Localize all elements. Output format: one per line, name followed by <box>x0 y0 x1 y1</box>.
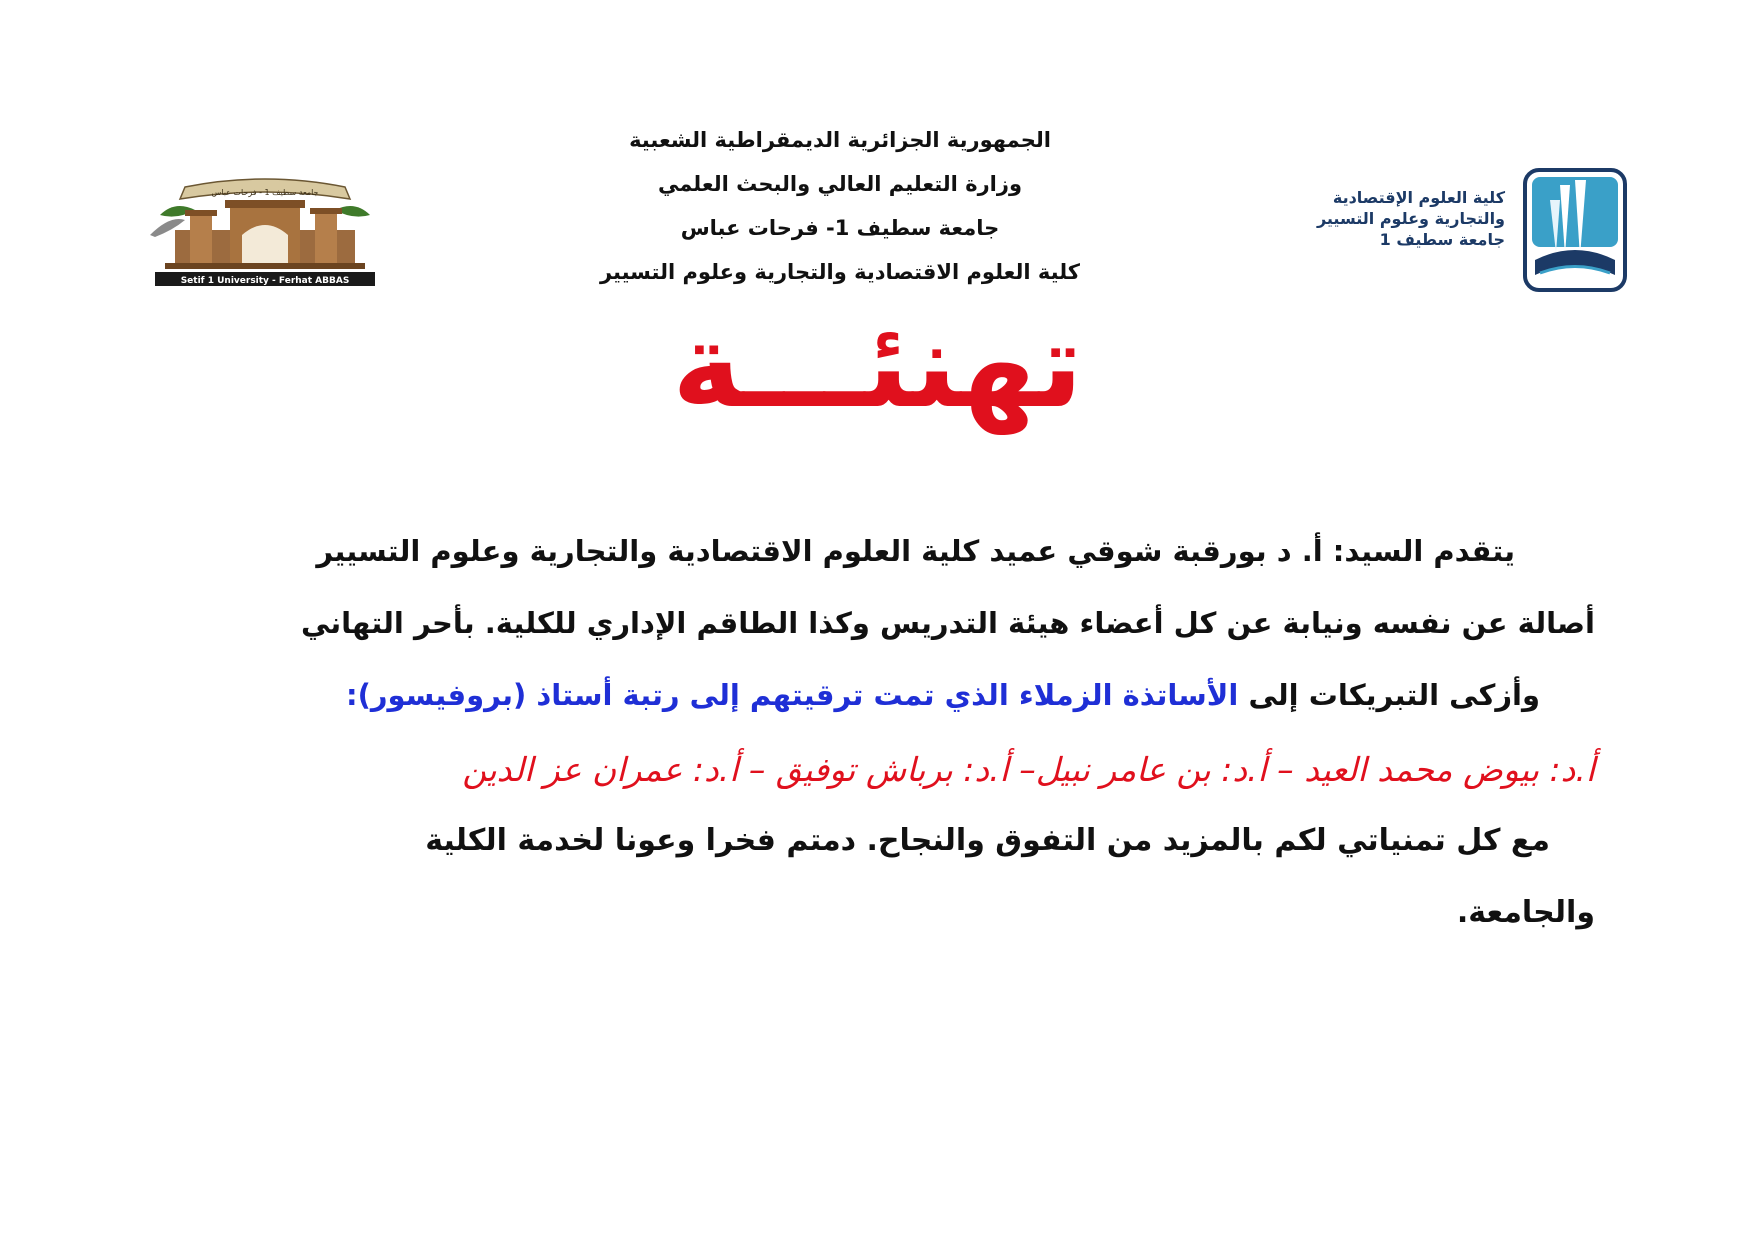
body-line-3 <box>150 659 1595 731</box>
faculty-emblem-icon <box>1520 165 1630 295</box>
body-line-1: يتقدم السيد: أ. د بورقبة شوقي عميد كلية العلوم الاقتصادية والتجارية وعلوم التسيير <box>316 534 1515 568</box>
faculty-logo <box>1310 165 1630 295</box>
header-university: جامعة سطيف 1- فرحات عباس <box>680 216 1000 240</box>
header-ministry: وزارة التعليم العالي والبحث العلمي <box>657 172 1023 196</box>
ruins-emblem-icon <box>145 175 385 290</box>
promoted-names: أ.د: بيوض محمد العيد – أ.د: بن عامر نبيل– أ.د: برباش توفيق – أ.د: عمران عز الدين <box>462 750 1595 789</box>
logo-caption: Setif 1 University - Ferhat ABBAS <box>180 276 350 286</box>
header-faculty: كلية العلوم الاقتصادية والتجارية وعلوم التسيير <box>599 260 1081 284</box>
university-logo <box>145 175 385 290</box>
body-line-3-intro: وأزكى التبريكات إلى <box>1238 678 1540 712</box>
body-line-3-highlight: الأساتذة الزملاء الذي تمت ترقيتهم إلى رتبة أستاذ (بروفيسور): <box>346 678 1239 712</box>
closing-line-1: مع كل تمنياتي لكم بالمزيد من التفوق والنجاح. دمتم فخرا وعونا لخدمة الكلية <box>425 823 1550 858</box>
page-title: تهنئـــة <box>671 296 1084 434</box>
header-republic: الجمهورية الجزائرية الديمقراطية الشعبية <box>629 128 1051 152</box>
official-header <box>560 118 1120 294</box>
faculty-logo-text <box>1317 187 1505 250</box>
closing-line-2: والجامعة. <box>1456 895 1595 930</box>
faculty-logo-line3: جامعة سطيف 1 <box>1379 230 1505 249</box>
logo-banner-text: جامعة سطيف 1 - فرحات عباس <box>211 188 319 197</box>
faculty-logo-line2: والتجارية وعلوم التسيير <box>1316 209 1505 228</box>
body-line-2: أصالة عن نفسه ونيابة عن كل أعضاء هيئة التدريس وكذا الطاقم الإداري للكلية. بأحر التهاني <box>300 606 1595 640</box>
faculty-logo-line1: كلية العلوم الإقتصادية <box>1332 188 1505 207</box>
congratulation-body <box>150 515 1595 949</box>
